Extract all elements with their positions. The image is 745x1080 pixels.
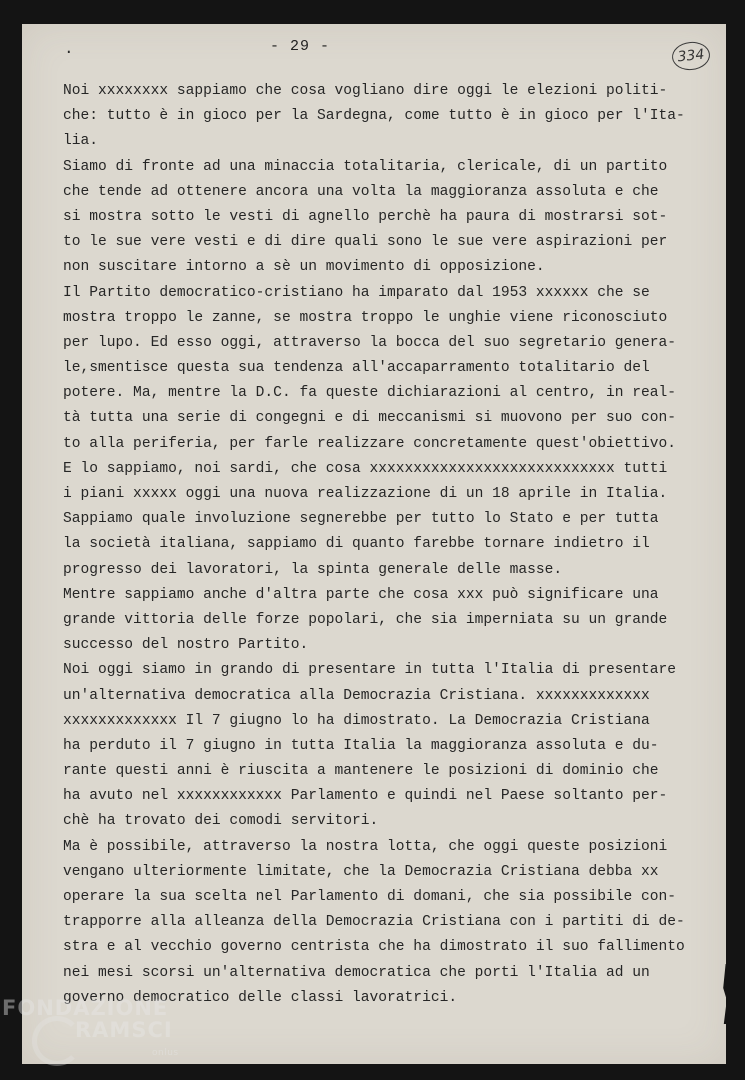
watermark-line-1: FONDAZIONE <box>2 996 169 1020</box>
text-line: si mostra sotto le vesti di agnello perchè ha paura di mostrarsi sot- <box>63 208 668 225</box>
text-line: la società italiana, sappiamo di quanto farebbe tornare indietro il <box>63 536 650 553</box>
text-line: to le sue vere vesti e di dire quali sono le sue vere aspirazioni per <box>63 234 668 251</box>
text-line: potere. Ma, mentre la D.C. fa queste dichiarazioni al centro, in real- <box>63 385 677 402</box>
text-line: xxxxxxxxxxxxx Il 7 giugno lo ha dimostrato. La Democrazia Cristiana <box>63 712 650 729</box>
text-line: non suscitare intorno a sè un movimento di opposizione. <box>63 259 545 276</box>
fondazione-gramsci-watermark <box>2 996 179 1058</box>
text-line: per lupo. Ed esso oggi, attraverso la bocca del suo segretario genera- <box>63 334 677 351</box>
text-line: che: tutto è in gioco per la Sardegna, come tutto è in gioco per l'Ita- <box>63 108 685 125</box>
text-line: Mentre sappiamo anche d'altra parte che cosa xxx può significare una <box>63 586 659 603</box>
watermark-line-2: RAMSCI <box>75 1018 173 1042</box>
watermark-suffix: onlus <box>152 1048 179 1058</box>
text-line: successo del nostro Partito. <box>63 637 309 654</box>
text-line: un'alternativa democratica alla Democrazia Cristiana. xxxxxxxxxxxxx <box>63 687 650 704</box>
text-line: progresso dei lavoratori, la spinta generale delle masse. <box>63 561 563 578</box>
text-line: trapporre alla alleanza della Democrazia Cristiana con i partiti di de- <box>63 914 685 931</box>
text-line: vengano ulteriormente limitate, che la Democrazia Cristiana debba xx <box>63 863 659 880</box>
text-line: le,smentisce questa sua tendenza all'accaparramento totalitario del <box>63 360 650 377</box>
text-line: Noi oggi siamo in grando di presentare in tutta l'Italia di presentare <box>63 662 677 679</box>
text-line: Ma è possibile, attraverso la nostra lotta, che oggi queste posizioni <box>63 838 668 855</box>
text-line: Noi xxxxxxxx sappiamo che cosa vogliano dire oggi le elezioni politi- <box>63 83 668 99</box>
margin-dot: . <box>64 40 74 58</box>
body-text <box>63 79 703 1011</box>
text-line: lia. <box>63 133 99 150</box>
text-line: E lo sappiamo, noi sardi, che cosa xxxxxxxxxxxxxxxxxxxxxxxxxxxx tutti <box>63 460 668 477</box>
text-line: Il Partito democratico-cristiano ha imparato dal 1953 xxxxxx che se <box>63 284 650 301</box>
text-line: to alla periferia, per farle realizzare concretamente quest'obiettivo. <box>63 435 677 452</box>
text-line: Sappiamo quale involuzione segnerebbe per tutto lo Stato e per tutta <box>63 511 659 528</box>
text-line: operare la sua scelta nel Parlamento di domani, che sia possibile con- <box>63 889 677 905</box>
archive-stamp-number: 334 <box>671 40 712 72</box>
text-line: governo democratico delle classi lavoratrici. <box>63 989 458 1006</box>
text-line: che tende ad ottenere ancora una volta la maggioranza assoluta e che <box>63 183 659 200</box>
text-line: i piani xxxxx oggi una nuova realizzazione di un 18 aprile in Italia. <box>63 486 668 502</box>
text-line: stra e al vecchio governo centrista che ha dimostrato il suo fallimento <box>63 939 685 956</box>
text-line: ha perduto il 7 giugno in tutta Italia la maggioranza assoluta e du- <box>63 737 659 754</box>
text-line: nei mesi scorsi un'alternativa democratica che porti l'Italia ad un <box>63 964 650 981</box>
text-line: grande vittoria delle forze popolari, che sia imperniata su un grande <box>63 611 668 628</box>
text-line: mostra troppo le zanne, se mostra troppo le unghie viene riconosciuto <box>63 309 668 326</box>
text-line: rante questi anni è riuscita a mantenere le posizioni di dominio che <box>63 763 659 780</box>
page-number: - 29 - <box>270 38 331 55</box>
text-line: ha avuto nel xxxxxxxxxxxx Parlamento e quindi nel Paese soltanto per- <box>63 788 668 805</box>
text-line: chè ha trovato dei comodi servitori. <box>63 813 379 830</box>
text-line: Siamo di fronte ad una minaccia totalitaria, clericale, di un partito <box>63 158 668 175</box>
text-line: tà tutta una serie di congegni e di meccanismi si muovono per suo con- <box>63 410 677 427</box>
